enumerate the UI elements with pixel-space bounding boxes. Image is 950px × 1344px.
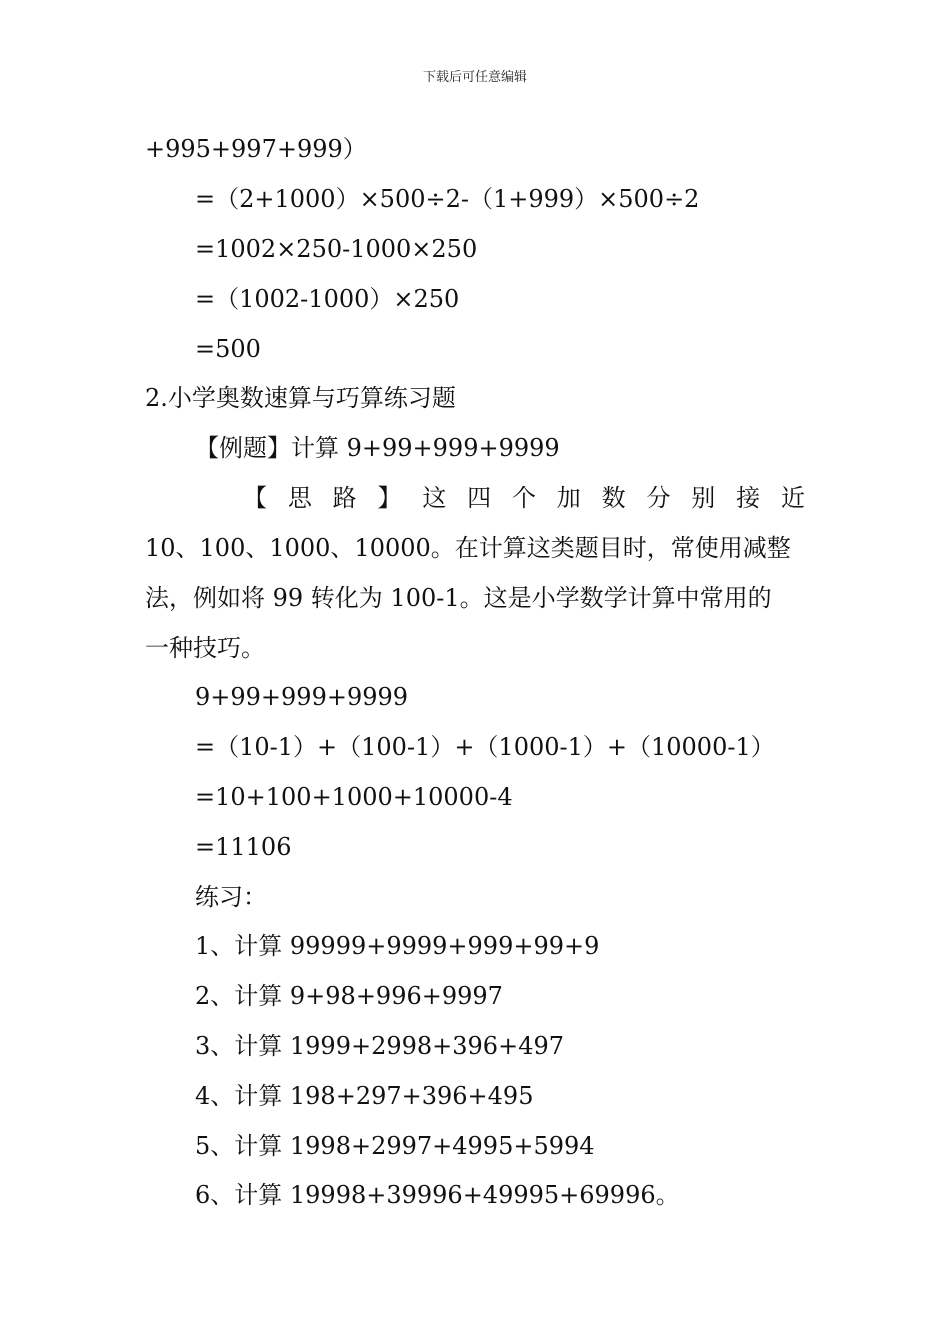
- example-title: 【例题】计算 9+99+999+9999: [195, 434, 560, 462]
- thinking-char: 个: [511, 484, 536, 512]
- exercise-item: 6、计算 19998+39996+49995+69996。: [195, 1181, 680, 1209]
- calc-line-1: +995+997+999）: [145, 135, 367, 163]
- thinking-char: 加: [556, 484, 581, 512]
- calc-line-3: =1002×250-1000×250: [195, 235, 478, 263]
- exercise-item: 5、计算 1998+2997+4995+5994: [195, 1132, 595, 1160]
- thinking-char: 】: [377, 484, 402, 512]
- thinking-char: 分: [646, 484, 671, 512]
- thinking-char: 近: [780, 484, 805, 512]
- thinking-char: 路: [332, 484, 357, 512]
- thinking-char: 接: [736, 484, 761, 512]
- paragraph-line-1: 10、100、1000、10000。在计算这类题目时，常使用减整: [145, 534, 791, 562]
- exercise-item: 1、计算 99999+9999+999+99+9: [195, 932, 600, 960]
- paragraph-line-3: 一种技巧。: [145, 634, 265, 662]
- step-line-2: =（10-1）+（100-1）+（1000-1）+（10000-1）: [195, 733, 775, 761]
- thinking-char: 这: [422, 484, 447, 512]
- step-line-3: =10+100+1000+10000-4: [195, 783, 513, 811]
- step-line-4: =11106: [195, 833, 292, 861]
- thinking-char: 思: [287, 484, 312, 512]
- practice-title: 练习：: [195, 883, 267, 911]
- exercise-item: 3、计算 1999+2998+396+497: [195, 1032, 564, 1060]
- thinking-char: 别: [691, 484, 716, 512]
- thinking-char: 四: [467, 484, 492, 512]
- exercise-item: 4、计算 198+297+396+495: [195, 1082, 534, 1110]
- calc-line-4: =（1002-1000）×250: [195, 285, 460, 313]
- thinking-char: 【: [243, 484, 267, 512]
- calc-line-5: =500: [195, 335, 261, 363]
- calc-line-2: =（2+1000）×500÷2-（1+999）×500÷2: [195, 185, 700, 213]
- page-header: 下载后可任意编辑: [422, 70, 527, 85]
- section-heading: 2.小学奥数速算与巧算练习题: [145, 384, 456, 412]
- exercise-item: 2、计算 9+98+996+9997: [195, 982, 503, 1010]
- step-line-1: 9+99+999+9999: [195, 683, 409, 711]
- thinking-line: [145, 483, 805, 513]
- paragraph-line-2: 法，例如将 99 转化为 100-1。这是小学数学计算中常用的: [145, 584, 772, 612]
- thinking-char: 数: [601, 484, 626, 512]
